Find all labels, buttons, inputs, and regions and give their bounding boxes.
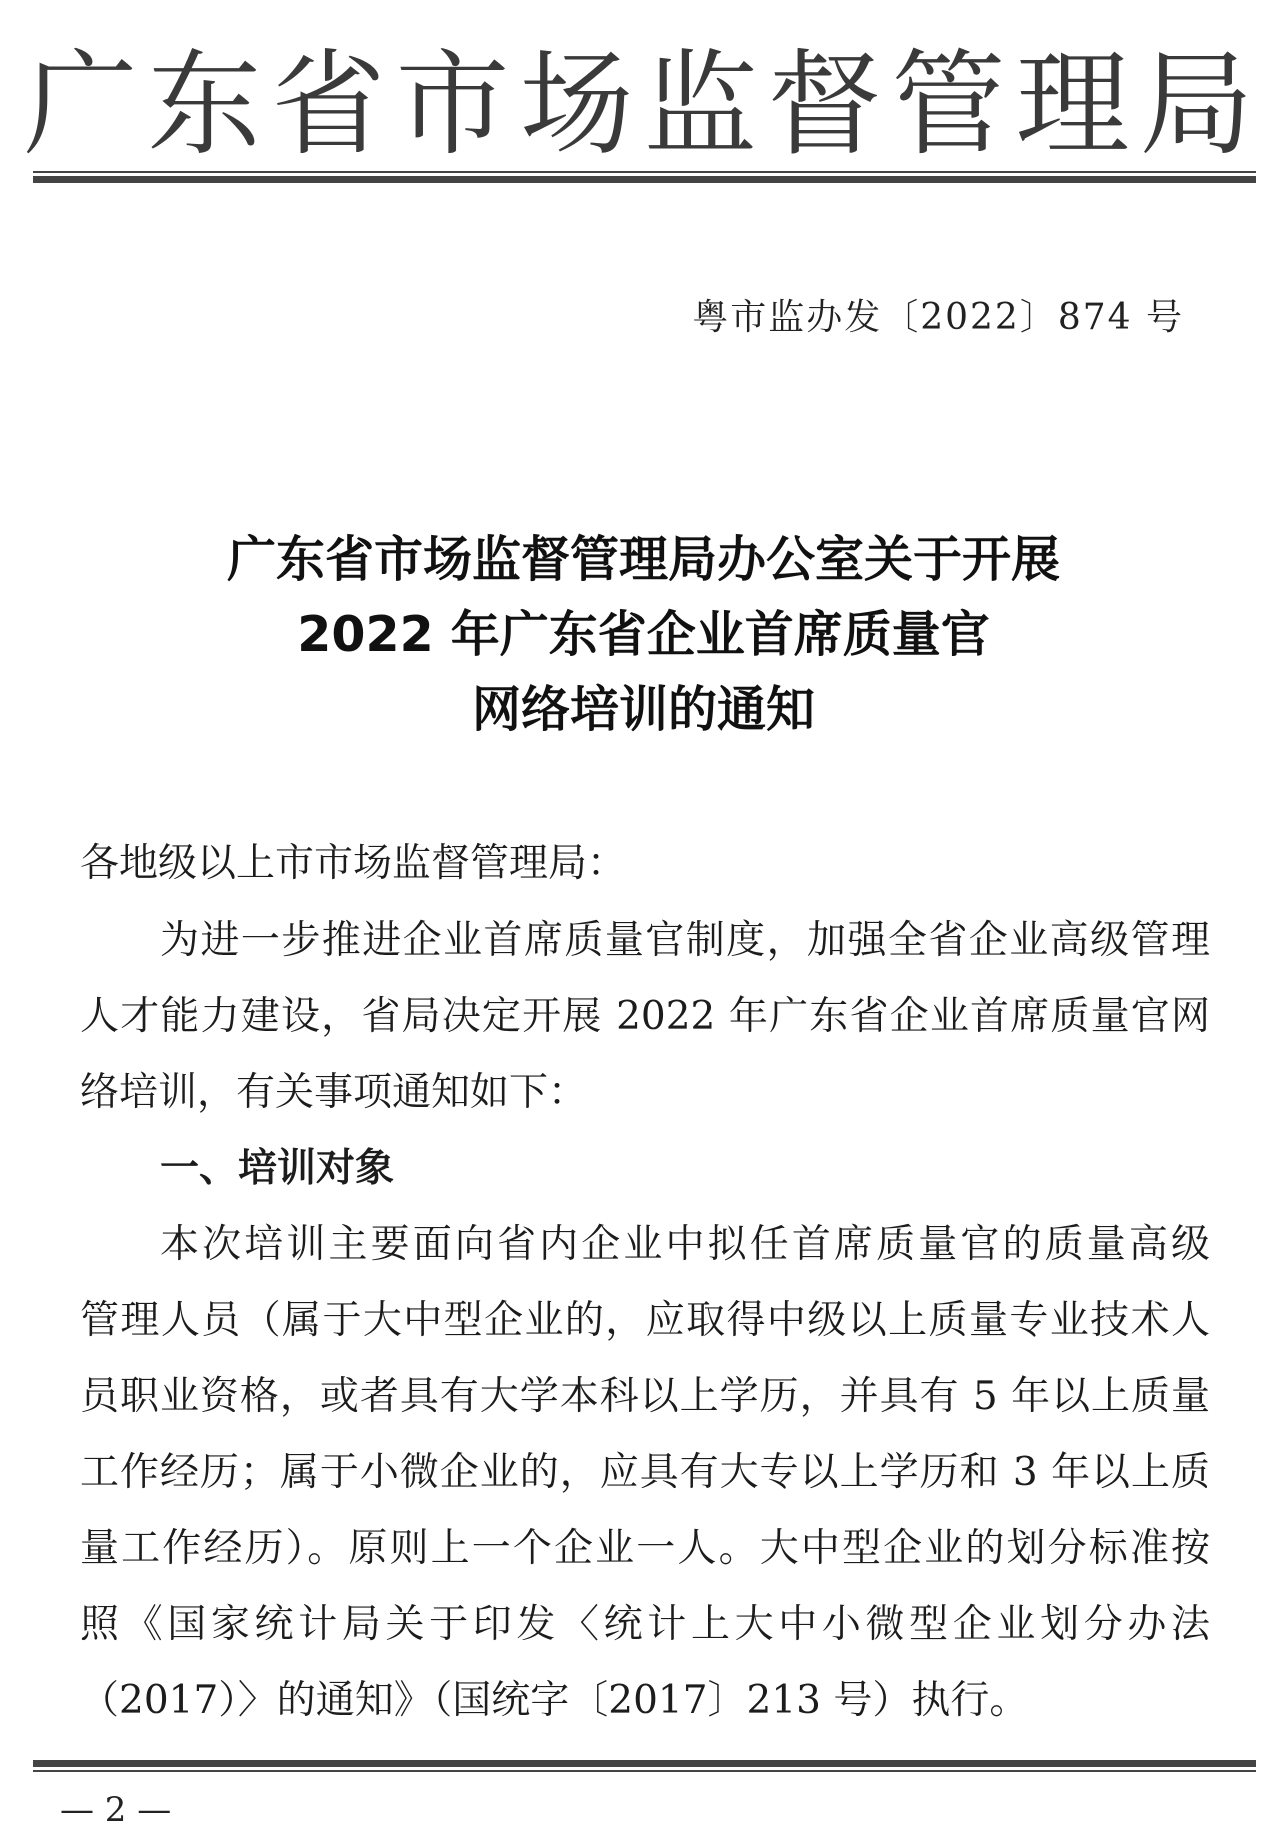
document-title-line-3: 网络培训的通知 <box>471 681 815 738</box>
paragraph-2-line-5: 量工作经历）。原则上一个企业一人。大中型企业的划分标准按 <box>80 1526 1210 1571</box>
footer-rule-thick <box>33 1760 1256 1767</box>
footer-rule-thin <box>33 1770 1256 1772</box>
paragraph-2-line-7: （2017）〉的通知》（国统字〔2017〕213 号）执行。 <box>80 1678 1029 1723</box>
paragraph-2-line-2: 管理人员（属于大中型企业的，应取得中级以上质量专业技术人 <box>80 1298 1210 1343</box>
header-rule-thin <box>33 171 1256 173</box>
paragraph-1-line-3: 络培训，有关事项通知如下： <box>80 1070 588 1115</box>
addressee: 各地级以上市市场监督管理局： <box>80 841 627 886</box>
paragraph-1-line-1: 为进一步推进企业首席质量官制度，加强全省企业高级管理 <box>160 918 1210 963</box>
paragraph-2-line-4: 工作经历；属于小微企业的，应具有大专以上学历和 3 年以上质 <box>80 1450 1210 1495</box>
paragraph-1-line-2: 人才能力建设，省局决定开展 2022 年广东省企业首席质量官网 <box>80 994 1210 1039</box>
masthead-title: 广东省市场监督管理局 <box>23 38 1264 171</box>
document-number: 粤市监办发〔2022〕874 号 <box>692 297 1184 338</box>
page-number: — 2 — <box>60 1790 172 1830</box>
paragraph-2-line-1: 本次培训主要面向省内企业中拟任首席质量官的质量高级 <box>160 1222 1210 1267</box>
document-title-line-2: 2022 年广东省企业首席质量官 <box>297 606 990 663</box>
document-title-line-1: 广东省市场监督管理局办公室关于开展 <box>226 531 1060 588</box>
header-rule-thick <box>33 176 1256 183</box>
section-1-heading: 一、培训对象 <box>160 1146 395 1191</box>
paragraph-2-line-6: 照《国家统计局关于印发〈统计上大中小微型企业划分办法 <box>80 1602 1210 1647</box>
paragraph-2-line-3: 员职业资格，或者具有大学本科以上学历，并具有 5 年以上质量 <box>80 1374 1210 1419</box>
